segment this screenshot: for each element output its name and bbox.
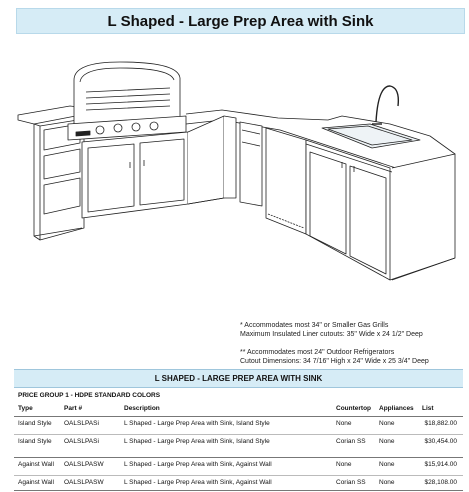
cell-part: OALSLPASW	[64, 479, 104, 486]
cell-list: $28,108.00	[424, 479, 457, 486]
grill-cutout-note: Maximum Insulated Liner cutouts: 35" Wide x 24 1/2" Deep	[240, 331, 423, 338]
cell-list: $18,882.00	[424, 420, 457, 427]
cell-appliances: None	[379, 438, 395, 445]
table-bottom-rule	[14, 490, 463, 491]
cell-appliances: None	[379, 479, 395, 486]
price-table	[14, 369, 463, 491]
cell-description: L Shaped - Large Prep Area with Sink, Against Wall	[124, 479, 272, 486]
col-part: Part #	[64, 405, 83, 412]
cell-description: L Shaped - Large Prep Area with Sink, Island Style	[124, 438, 270, 445]
fridge-note: ** Accommodates most 24" Outdoor Refrigerators	[240, 349, 395, 356]
cell-countertop: Corian SS	[336, 479, 366, 486]
cell-countertop: Corian SS	[336, 438, 366, 445]
cell-part: OALSLPASi	[64, 420, 99, 427]
cell-list: $15,914.00	[424, 461, 457, 468]
col-countertop: Countertop	[336, 405, 372, 412]
cell-appliances: None	[379, 461, 395, 468]
cell-type: Against Wall	[18, 461, 54, 468]
cell-type: Island Style	[18, 438, 52, 445]
table-row	[14, 475, 463, 490]
col-description: Description	[124, 405, 160, 412]
page-title: L Shaped - Large Prep Area with Sink	[107, 12, 374, 30]
cell-list: $30,454.00	[424, 438, 457, 445]
cell-countertop: None	[336, 420, 352, 427]
cell-description: L Shaped - Large Prep Area with Sink, Against Wall	[124, 461, 272, 468]
grill-note: * Accommodates most 34" or Smaller Gas Grills	[240, 322, 389, 329]
table-row	[14, 457, 463, 472]
kitchen-line-drawing	[10, 58, 465, 313]
table-row	[14, 434, 463, 449]
cell-appliances: None	[379, 420, 395, 427]
cell-part: OALSLPASW	[64, 461, 104, 468]
col-list: List	[422, 405, 434, 412]
table-row	[14, 416, 463, 431]
cell-type: Island Style	[18, 420, 52, 427]
cell-description: L Shaped - Large Prep Area with Sink, Island Style	[124, 420, 270, 427]
title-banner	[16, 8, 465, 34]
cell-type: Against Wall	[18, 479, 54, 486]
col-appliances: Appliances	[379, 405, 414, 412]
price-group-label: PRICE GROUP 1 - HDPE STANDARD COLORS	[18, 392, 161, 399]
col-type: Type	[18, 405, 33, 412]
cell-part: OALSLPASi	[64, 438, 99, 445]
table-header-row	[14, 402, 463, 416]
table-heading: L SHAPED - LARGE PREP AREA WITH SINK	[14, 369, 463, 388]
cell-countertop: None	[336, 461, 352, 468]
fridge-cutout-note: Cutout Dimensions: 34 7/16" High x 24" Wide x 25 3/4" Deep	[240, 358, 429, 365]
